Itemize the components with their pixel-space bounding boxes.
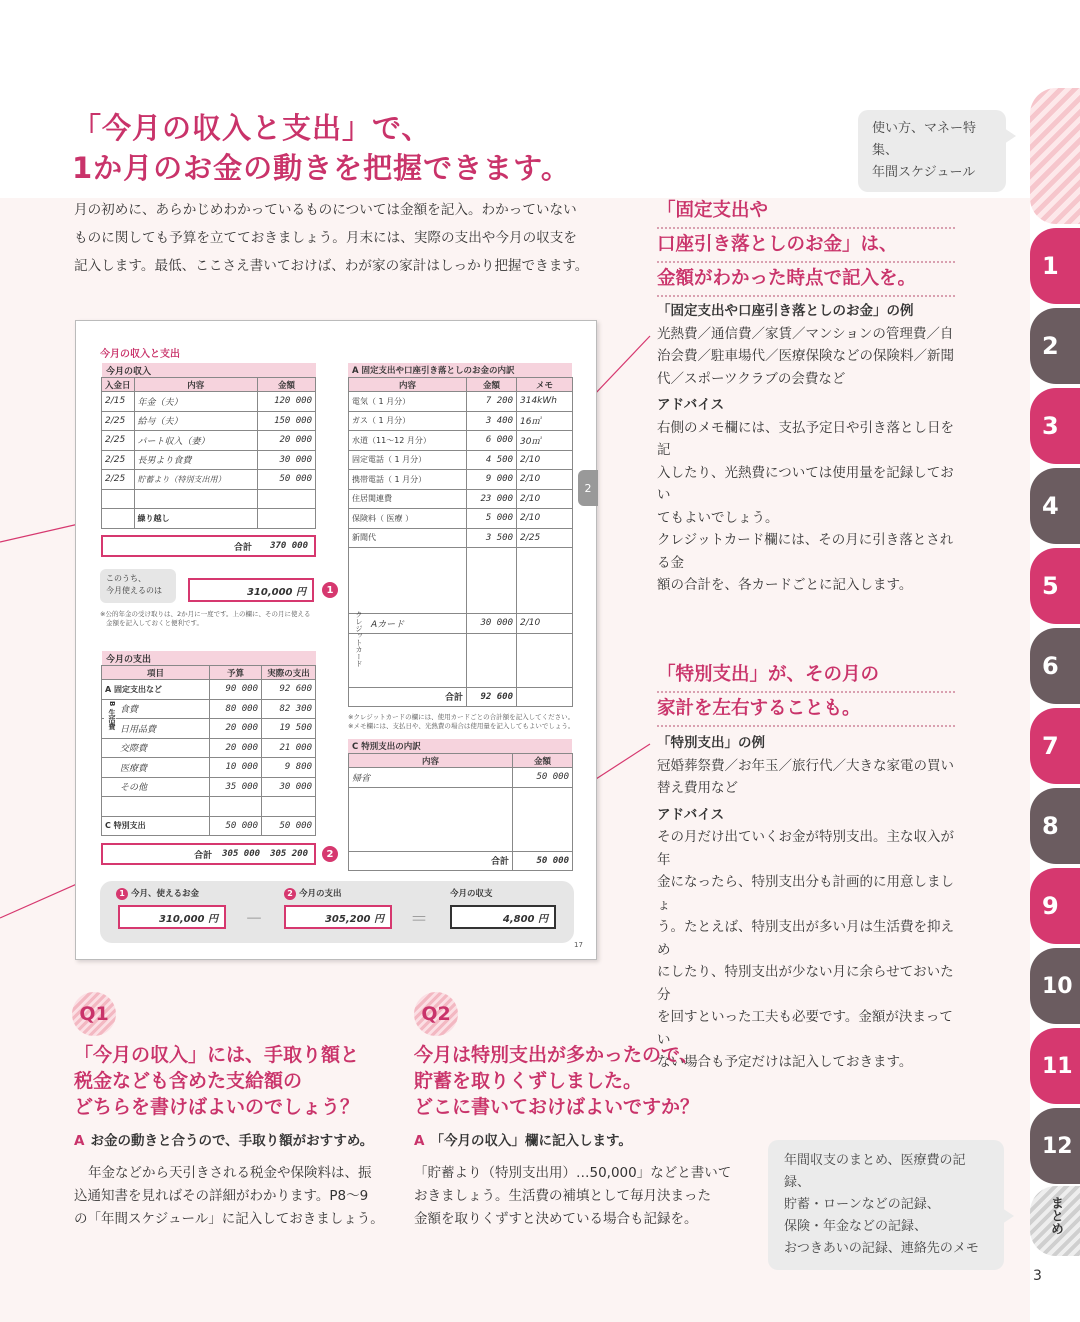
- q1-title: [74, 1042, 359, 1120]
- example-line: 冠婚葬祭費／お年玉／旅行代／大きな家電の買い: [657, 757, 954, 774]
- chapter-bubble-bottom: [768, 1140, 1004, 1270]
- tab-3[interactable]: [1030, 388, 1080, 464]
- bubble-line: 年間収支のまとめ、医療費の記録、: [784, 1153, 966, 1190]
- q1-body: [74, 1162, 384, 1231]
- cell: 19 500: [262, 719, 316, 739]
- advice-heading: アドバイス: [657, 806, 725, 823]
- col-header: 実際の支出: [262, 666, 316, 680]
- advice-line: ない場合も予定だけは記入しておきます。: [657, 1054, 913, 1070]
- total-label: 合計: [349, 687, 467, 707]
- col-header: 金額: [258, 378, 316, 392]
- tab-label: 10: [1042, 973, 1073, 999]
- intro-line: ものに関しても予算を立てておきましょう。月末には、実際の支出や今月の収支を: [74, 230, 577, 246]
- intro-line: 月の初めに、あらかじめわかっているものについては金額を記入。わかっていない: [74, 202, 577, 218]
- table-row: [102, 738, 316, 758]
- usable-note: ※公的年金の受け取りは、2か月に一度です。上の欄に、その月に使える: [100, 610, 311, 618]
- q2-badge: Q2: [414, 992, 458, 1036]
- advice-line: う。たとえば、特別支出が多い月は生活費を抑えめ: [657, 919, 954, 958]
- tab-7[interactable]: [1030, 708, 1080, 784]
- cell: 35 000: [210, 777, 262, 797]
- fixed-breakdown-table: [348, 377, 573, 707]
- tab-intro[interactable]: [1030, 88, 1080, 224]
- q1-answer-text: お金の動きと合うので、手取り額がおすすめ。: [90, 1133, 374, 1149]
- usable-label: [100, 569, 176, 603]
- bubble-line: 使い方、マネー特集、: [872, 121, 977, 158]
- cell: 2/25: [102, 450, 135, 470]
- cell: 9 000: [467, 470, 517, 490]
- cell: [134, 489, 257, 509]
- q1-title-line: どちらを書けばよいのでしょう？: [74, 1096, 360, 1118]
- expense-table: [101, 665, 316, 836]
- summary-usable-text: 今月、使えるお金: [130, 889, 199, 899]
- cell: 150 000: [258, 411, 316, 431]
- section1-title-line: 口座引き落としのお金」は、: [657, 230, 955, 263]
- cell: パート収入（妻）: [134, 431, 257, 451]
- q2-body-line: 「貯蓄より（特別支出用）…50,000」などと書いて: [414, 1165, 732, 1181]
- table-row: [102, 758, 316, 778]
- cell: C 特別支出: [102, 816, 210, 836]
- cell: 貯蓄より（特別支出用）: [134, 470, 257, 490]
- cell: 2/25: [517, 528, 573, 548]
- table-row: [349, 768, 573, 788]
- fixed-total-value: 92 600: [467, 687, 517, 707]
- table-row: [102, 719, 316, 739]
- cell: 10 000: [210, 758, 262, 778]
- table-row: [349, 851, 573, 871]
- expense-label: 今月の支出: [102, 651, 316, 666]
- q1-title-line: 「今月の収入」には、手取り額と: [74, 1044, 360, 1066]
- sheet-page-number: 17: [574, 941, 583, 949]
- cell: 120 000: [258, 392, 316, 412]
- fixed-note: ※クレジットカードの欄には、使用カードごとの合計額を記入してください。: [348, 713, 575, 721]
- tab-label: 11: [1042, 1053, 1073, 1079]
- sheet-title: 今月の収入と支出: [100, 349, 180, 360]
- income-total: [101, 535, 316, 557]
- col-header: 入金日: [102, 378, 135, 392]
- cell: Aカード: [349, 614, 467, 634]
- bubble-line: 年間スケジュール: [872, 165, 976, 180]
- cell: 30 000: [262, 777, 316, 797]
- section2-title-line: 「特別支出」が、その月の: [657, 660, 955, 693]
- cell: 90 000: [210, 680, 262, 700]
- special-breakdown-table: [348, 753, 573, 871]
- table-row: [349, 392, 573, 412]
- cell: 50 000: [513, 768, 573, 788]
- summary-expense-label: [284, 887, 341, 900]
- cell: 21 000: [262, 738, 316, 758]
- cell: A 固定支出など: [102, 680, 210, 700]
- tab-1[interactable]: [1030, 228, 1080, 304]
- usable-note: 金額を記入しておくと便利です。: [106, 619, 203, 627]
- usable-amount: 310,000 円: [188, 578, 314, 602]
- sample-sheet: [75, 320, 597, 960]
- q2-body-line: 金額を取りくずすと決めている場合も記録を。: [414, 1211, 698, 1227]
- tab-label: 6: [1042, 652, 1059, 680]
- cell: 2/10: [517, 614, 573, 634]
- q2-title-line: 貯蓄を取りくずしました。: [414, 1070, 643, 1092]
- section1-body: [657, 300, 962, 597]
- table-row: [349, 687, 573, 707]
- col-header: 内容: [349, 754, 513, 768]
- table-row: [102, 392, 316, 412]
- section2-title-line: 家計を左右することも。: [657, 694, 955, 727]
- cell: 30 000: [467, 614, 517, 634]
- cell: 2/10: [517, 450, 573, 470]
- q1-body-line: の「年間スケジュール」に記入しておきましょう。: [74, 1211, 384, 1227]
- table-row: [349, 787, 573, 851]
- special-total-value: 50 000: [513, 851, 573, 871]
- cell: 新聞代: [349, 528, 467, 548]
- summary-balance-value: 4,800 円: [450, 905, 556, 929]
- table-row: [349, 489, 573, 509]
- cell: 2/10: [517, 470, 573, 490]
- page-title-line1: 「今月の収入と支出」で、: [72, 111, 432, 145]
- tab-10[interactable]: [1030, 948, 1080, 1024]
- marker-2: 2: [284, 888, 296, 900]
- cell: 2/10: [517, 509, 573, 529]
- q1-title-line: 税金なども含めた支給額の: [74, 1070, 303, 1092]
- table-row: [349, 614, 573, 634]
- cell: [102, 509, 135, 529]
- total-label: 合計: [349, 851, 513, 871]
- cell: 食費: [102, 699, 210, 719]
- income-label: 今月の収入: [102, 363, 316, 378]
- answer-mark: A: [414, 1133, 425, 1149]
- tab-11[interactable]: [1030, 1028, 1080, 1104]
- col-header: 金額: [467, 378, 517, 392]
- living-expense-label: B 生活費: [104, 701, 116, 730]
- table-row: [102, 680, 316, 700]
- tab-12[interactable]: [1030, 1108, 1080, 1184]
- cell: 7 200: [467, 392, 517, 412]
- q2-answer: [414, 1129, 632, 1149]
- section1-title-line: 金額がわかった時点で記入を。: [657, 264, 955, 297]
- intro-line: 記入します。最低、ここさえ書いておけば、わが家の家計はしっかり把握できます。: [74, 258, 589, 274]
- cell: 80 000: [210, 699, 262, 719]
- cell: 5 000: [467, 509, 517, 529]
- table-row: [102, 816, 316, 836]
- tab-label: 8: [1042, 812, 1059, 840]
- summary-usable-label: [116, 887, 199, 900]
- table-row: [349, 509, 573, 529]
- cell: 2/10: [517, 489, 573, 509]
- table-row: [102, 431, 316, 451]
- summary-balance-label: 今月の収支: [450, 889, 493, 899]
- page-number: 3: [1033, 1268, 1042, 1284]
- table-row: [349, 528, 573, 548]
- q1-body-line: 込通知書を見ればその詳細がわかります。P8〜9: [74, 1188, 369, 1204]
- section2-body: [657, 732, 962, 1074]
- example-line: 治会費／駐車場代／医療保険などの保険料／新聞: [657, 348, 954, 364]
- example-line: 光熱費／通信費／家賃／マンションの管理費／自: [657, 325, 954, 342]
- q2-answer-text: 「今月の収入」欄に記入します。: [430, 1133, 632, 1149]
- table-row: [349, 431, 573, 451]
- cell: 長男より食費: [134, 450, 257, 470]
- tab-summary-label: まとめ: [1048, 1196, 1063, 1235]
- col-header: 予算: [210, 666, 262, 680]
- advice-heading: アドバイス: [657, 397, 725, 413]
- tab-label: 3: [1042, 412, 1059, 440]
- table-row: [102, 509, 316, 529]
- credit-card-label: クレジットカード: [355, 611, 363, 667]
- table-row: [349, 411, 573, 431]
- example-line: 替え費用など: [657, 780, 738, 796]
- advice-line: 右側のメモ欄には、支払予定日や引き落とし日を記: [657, 419, 954, 458]
- cell: その他: [102, 777, 210, 797]
- usable-label-line: 今月使えるのは: [106, 586, 162, 595]
- cell: [262, 797, 316, 817]
- table-row: [349, 633, 573, 687]
- section1-title-line: 「固定支出や: [657, 196, 955, 229]
- cell: 82 300: [262, 699, 316, 719]
- cell: 2/25: [102, 411, 135, 431]
- tab-4[interactable]: [1030, 468, 1080, 544]
- advice-line: を回すといった工夫も必要です。金額が決まってい: [657, 1009, 953, 1048]
- cell: [102, 797, 210, 817]
- bubble-pointer: [1002, 1208, 1014, 1224]
- expense-total: [101, 843, 316, 865]
- table-row: [102, 411, 316, 431]
- q2-title-line: 今月は特別支出が多かったので、: [414, 1044, 699, 1066]
- cell: [102, 489, 135, 509]
- income-table: [101, 377, 316, 529]
- table-row: [349, 470, 573, 490]
- cell: 4 500: [467, 450, 517, 470]
- q1-body-line: 年金などから天引きされる税金や保険料は、振: [88, 1165, 372, 1181]
- cell: 30 000: [258, 450, 316, 470]
- cell: 50 000: [210, 816, 262, 836]
- table-row: [102, 777, 316, 797]
- cell: 年金（夫）: [134, 392, 257, 412]
- col-header: メモ: [517, 378, 573, 392]
- cell: 20 000: [210, 719, 262, 739]
- example-heading: 「特別支出」の例: [657, 735, 765, 751]
- q2-body-line: おきましょう。生活費の補填として毎月決まった: [414, 1188, 711, 1204]
- q2-body: [414, 1162, 731, 1231]
- advice-line: その月だけ出ていくお金が特別支出。主な収入が年: [657, 829, 954, 868]
- cell: 3 500: [467, 528, 517, 548]
- table-row: [102, 699, 316, 719]
- answer-mark: A: [74, 1133, 85, 1149]
- expense-total-actual: 305 200: [270, 849, 308, 859]
- cell: 医療費: [102, 758, 210, 778]
- minus-sign: －: [245, 909, 263, 930]
- cell: 2/25: [102, 470, 135, 490]
- q2-title: [414, 1042, 699, 1120]
- cell: 住居関連費: [349, 489, 467, 509]
- cell: 23 000: [467, 489, 517, 509]
- cell: 314kWh: [517, 392, 573, 412]
- summary-usable-value: 310,000 円: [118, 905, 226, 929]
- cell: 繰り越し: [134, 509, 257, 529]
- cell: 携帯電話（ 1 月分）: [349, 470, 467, 490]
- page-title-line2: 1か月のお金の動きを把握できます。: [72, 151, 571, 185]
- tab-label: 2: [1042, 332, 1059, 360]
- summary-box: [100, 881, 574, 943]
- cell: 固定電話（ 1 月分）: [349, 450, 467, 470]
- tab-9[interactable]: [1030, 868, 1080, 944]
- income-total-value: 370 000: [270, 541, 308, 551]
- cell: [210, 797, 262, 817]
- col-header: 金額: [513, 754, 573, 768]
- table-row: [102, 470, 316, 490]
- table-row: [349, 548, 573, 614]
- cell: 2/25: [102, 431, 135, 451]
- example-line: 代／スポーツクラブの会費など: [657, 370, 846, 387]
- tab-label: 4: [1042, 492, 1059, 520]
- bubble-pointer: [1004, 128, 1016, 144]
- tab-2[interactable]: [1030, 308, 1080, 384]
- table-row: [349, 450, 573, 470]
- cell: 日用品費: [102, 719, 210, 739]
- equals-sign: ＝: [410, 909, 428, 930]
- table-row: [102, 450, 316, 470]
- summary-expense-text: 今月の支出: [298, 889, 342, 899]
- advice-line: 金になったら、特別支出分も計画的に用意しましょ: [657, 874, 954, 913]
- advice-line: クレジットカード欄には、その月に引き落とされる金: [657, 532, 954, 571]
- cell: 30㎥: [517, 431, 573, 451]
- tab-label: 9: [1042, 892, 1059, 920]
- cell: 50 000: [258, 470, 316, 490]
- col-header: 内容: [349, 378, 467, 392]
- cell: 電気（ 1 月分）: [349, 392, 467, 412]
- cell: 16㎥: [517, 411, 573, 431]
- marker-1: 1: [322, 582, 338, 598]
- col-header: 項目: [102, 666, 210, 680]
- fixed-note: ※メモ欄には、支払日や、光熱費の場合は使用量を記入してもよいでしょう。: [348, 722, 575, 730]
- usable-label-line: このうち、: [106, 574, 146, 583]
- special-breakdown-label: C 特別支出の内訳: [348, 739, 572, 753]
- cell: 保険料（ 医療 ）: [349, 509, 467, 529]
- q1-badge: Q1: [72, 992, 116, 1036]
- cell: 9 800: [262, 758, 316, 778]
- bubble-line: 保険・年金などの記録、: [784, 1219, 928, 1234]
- chapter-bubble-top: [858, 110, 1006, 192]
- fixed-breakdown-label: A 固定支出や口座引き落としのお金の内訳: [348, 363, 572, 377]
- tab-label: 5: [1042, 572, 1059, 600]
- cell: [258, 489, 316, 509]
- advice-line: にしたり、特別支出が少ない月に余らせておいた分: [657, 964, 954, 1003]
- table-row: [102, 797, 316, 817]
- cell: 6 000: [467, 431, 517, 451]
- total-label: 合計: [234, 542, 253, 553]
- advice-line: 入したり、光熱費については使用量を記録してお い: [657, 464, 954, 503]
- col-header: 内容: [134, 378, 257, 392]
- cell: 3 400: [467, 411, 517, 431]
- total-label: 合計: [194, 850, 213, 861]
- tab-summary[interactable]: [1030, 1186, 1080, 1256]
- cell: 給与（夫）: [134, 411, 257, 431]
- table-row: [102, 489, 316, 509]
- marker-2: 2: [322, 846, 338, 862]
- advice-line: 額の合計を、各カードごとに記入します。: [657, 577, 913, 593]
- sheet-chapter-tab: 2: [578, 470, 598, 506]
- intro-text: [74, 196, 614, 280]
- expense-total-budget: 305 000: [222, 849, 261, 859]
- cell: 20 000: [210, 738, 262, 758]
- tab-label: 12: [1042, 1133, 1073, 1159]
- tab-label: 7: [1042, 732, 1059, 760]
- summary-expense-value: 305,200 円: [284, 905, 392, 929]
- bubble-line: おつきあいの記録、連絡先のメモ: [784, 1241, 979, 1256]
- advice-line: てもよいでしょう。: [657, 509, 779, 526]
- bubble-line: 貯蓄・ローンなどの記録、: [784, 1197, 940, 1212]
- cell: 20 000: [258, 431, 316, 451]
- tab-8[interactable]: [1030, 788, 1080, 864]
- q2-title-line: どこに書いておけばよいですか？: [414, 1096, 700, 1118]
- cell: 帰省: [349, 768, 513, 788]
- q1-answer: [74, 1129, 373, 1149]
- example-heading: 「固定支出や口座引き落としのお金」の例: [657, 303, 914, 319]
- cell: 50 000: [262, 816, 316, 836]
- cell: 水道（11〜12 月分）: [349, 431, 467, 451]
- cell: 交際費: [102, 738, 210, 758]
- cell: [258, 509, 316, 529]
- tab-label: 1: [1042, 252, 1059, 280]
- marker-1: 1: [116, 888, 128, 900]
- cell: 2/15: [102, 392, 135, 412]
- cell: 92 600: [262, 680, 316, 700]
- tab-5[interactable]: [1030, 548, 1080, 624]
- cell: ガス（ 1 月分）: [349, 411, 467, 431]
- tab-6[interactable]: [1030, 628, 1080, 704]
